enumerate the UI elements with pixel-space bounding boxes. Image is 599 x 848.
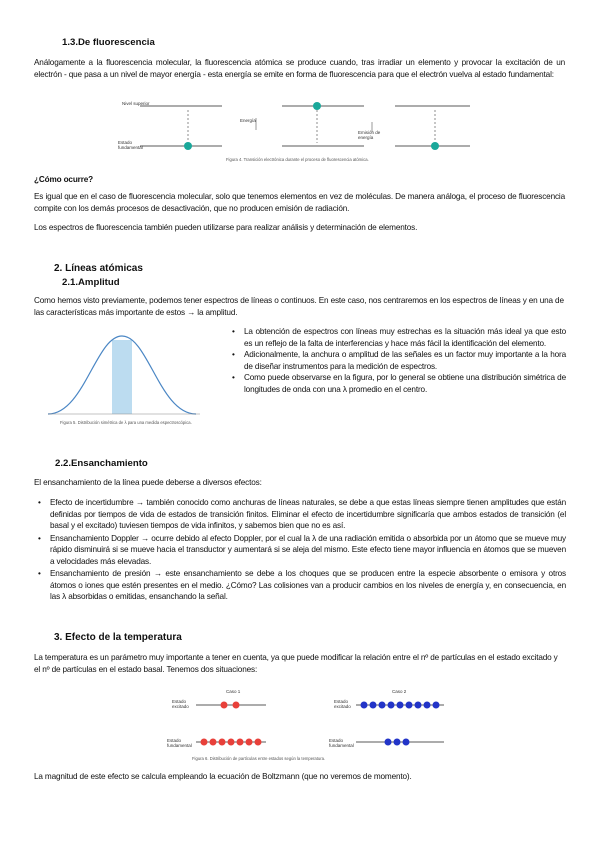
particle — [397, 702, 404, 709]
label-energia: Energía — [240, 118, 256, 123]
particle — [210, 739, 217, 746]
paragraph-espectros-fluorescencia: Los espectros de fluorescencia también pueden utilizarse para realizar análisis y determinación de elementos. — [34, 223, 418, 232]
subsection-title-ensanchamiento: 2.2.Ensanchamiento — [55, 458, 148, 469]
bell-curve-figure — [44, 326, 214, 418]
label-emision: Emisión de energía — [358, 130, 381, 140]
paragraph-como-ocurre: Es igual que en el caso de fluorescencia molecular, solo que tenemos elementos en vez de moléculas. De manera análoga, el proceso de fluorescencia compite con los demás procesos de desactivación, que no producen emisión de radiación. — [34, 192, 565, 213]
paragraph-temperatura-intro: La temperatura es un parámetro muy importante a tener en cuenta, ya que puede modificar la relación entre el nº de partículas en el estado excitado y el nº de partículas en el estado basal. Tenemos dos situaciones: — [34, 653, 558, 674]
paragraph-amplitud-intro: Como hemos visto previamente, podemos tener espectros de líneas o continuos. En este caso, nos centraremos en los espectros de líneas y en una de las características más importante de estos → la amplitud. — [34, 296, 564, 317]
particle — [424, 702, 431, 709]
ensanchamiento-bullet-list — [38, 497, 566, 603]
bell-highlight-band — [112, 340, 132, 414]
amplitud-bullet-list — [232, 326, 566, 395]
caso1-label-excitado: Estado excitado — [172, 699, 189, 709]
list-item: • Ensanchamiento Doppler → ocurre debido al efecto Doppler, por el cual la λ de una radiación emitida o absorbida por un átomo que se mueve muy rápido disminuirá si se mueve hacia el transductor y aumentará si se aleja del mismo. Este efecto tiene mayor influencia en átomos que se mueven a velocidades más elevadas. — [38, 533, 566, 568]
section-title-fluorescencia: 1.3.De fluorescencia — [62, 37, 155, 48]
paragraph-ensanchamiento-intro: El ensanchamiento de la línea puede deberse a diversos efectos: — [34, 478, 262, 487]
figure6-caption: Figura 6. Distribución de partículas entre estados según la temperatura. — [192, 756, 326, 761]
particle — [201, 739, 208, 746]
particle — [394, 739, 401, 746]
electron-excited — [313, 102, 321, 110]
list-item: • Ensanchamiento de presión → este ensanchamiento se debe a los choques que se producen entre la especie absorbente o emisora y otros átomos o iones que estén presentes en el medio. ¿Cómo? Las colisiones van a producir cambios en los niveles de energía y, en consecuencia, en las λ absorbidas o emitidas, ensanchando la señal. — [38, 568, 566, 603]
particle — [370, 702, 377, 709]
figure5-caption: Figura 5. Distribución simétrica de λ para una medida espectroscópica. — [60, 420, 192, 425]
particle — [361, 702, 368, 709]
particle — [415, 702, 422, 709]
electron-returned — [431, 142, 439, 150]
particle — [219, 739, 226, 746]
particle — [385, 739, 392, 746]
particle — [221, 702, 228, 709]
caso2-label-excitado: Estado excitado — [334, 699, 351, 709]
temperature-diagram — [190, 694, 450, 754]
paragraph-boltzmann: La magnitud de este efecto se calcula empleando la ecuación de Boltzmann (que no veremos de momento). — [34, 772, 412, 781]
particle — [406, 702, 413, 709]
label-estado-fundamental: Estado fundamental — [118, 140, 143, 150]
particle — [255, 739, 262, 746]
particle — [388, 702, 395, 709]
particle — [237, 739, 244, 746]
list-item: • Efecto de incertidumbre → también conocido como anchuras de líneas naturales, se debe a que estas líneas siempre tienen amplitudes que están definidas por tiempos de vida de estados de transición finitos. Eliminar el efecto de incertidumbre significaría que ambos estados de transición (el basal y el excitado) tuviesen tiempos de vida infinitos, y sabemos bien que no es así. — [38, 497, 566, 532]
particle — [246, 739, 253, 746]
figure4-caption: Figura 4. Transición electrónica durante el proceso de fluorescencia atómica. — [226, 157, 369, 162]
list-item: • Como puede observarse en la figura, por lo general se obtiene una distribución simétrica de longitudes de onda con una λ promedio en el centro. — [232, 372, 566, 395]
paragraph-fluorescencia-intro: Análogamente a la fluorescencia molecular, la fluorescencia atómica se produce cuando, tras irradiar un elemento y provocar la excitación de un electrón - que pasa a un nivel de mayor energía - esta energía se emite en forma de fluorescencia para que el electrón vuelva al estado fundamental: — [34, 58, 565, 79]
subsection-title-amplitud: 2.1.Amplitud — [62, 277, 120, 288]
caso1-title: Caso 1 — [226, 689, 241, 694]
label-nivel-superior: Nivel superior — [122, 101, 150, 106]
particle — [403, 739, 410, 746]
section-title-temperatura: 3. Efecto de la temperatura — [54, 632, 182, 643]
electron-ground — [184, 142, 192, 150]
particle — [228, 739, 235, 746]
section-title-lineas-atomicas: 2. Líneas atómicas — [54, 263, 143, 274]
caso2-label-fundamental: Estado fundamental — [329, 738, 354, 748]
list-item: • La obtención de espectros con líneas muy estrechas es la situación más ideal ya que esto es un reflejo de la falta de interferencias y hace más fácil la identificación del elemento. — [232, 326, 566, 349]
particle — [233, 702, 240, 709]
particle — [433, 702, 440, 709]
particle — [379, 702, 386, 709]
caso2-title: Caso 2 — [392, 689, 407, 694]
list-item: • Adicionalmente, la anchura o amplitud de las señales es un factor muy importante a la hora de diseñar instrumentos para la medición de espectros. — [232, 349, 566, 372]
question-como-ocurre: ¿Cómo ocurre? — [34, 175, 94, 184]
caso1-label-fundamental: Estado fundamental — [167, 738, 192, 748]
